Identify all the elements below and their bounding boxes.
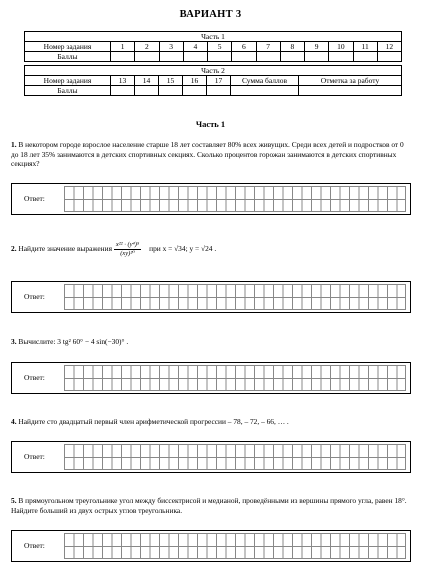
score-cell[interactable]	[207, 86, 231, 96]
sum-cell[interactable]	[231, 86, 299, 96]
task-number-cell: 15	[159, 76, 183, 86]
task-number-cell: 10	[329, 42, 353, 52]
table2-score-label: Баллы	[25, 86, 111, 96]
task-number-cell: 16	[183, 76, 207, 86]
fraction-numerator: x²² · (y⁴)⁵	[115, 241, 140, 248]
score-table-part2	[24, 65, 402, 96]
answer-label: Ответ:	[24, 541, 45, 550]
score-cell[interactable]	[353, 52, 377, 62]
task-text: В прямоугольном треугольнике угол между биссектрисой и медианой, проведёнными из вершины прямого угла, равен 18°. Найдите больший из двух острых углов треугольника.	[11, 496, 407, 515]
fraction-denominator: (xy)²⁰	[120, 250, 135, 257]
answer-box-1	[11, 183, 411, 215]
task-number-cell: 6	[232, 42, 256, 52]
task-number-cell: 2	[135, 42, 159, 52]
answer-box-5	[11, 530, 411, 562]
score-cell[interactable]	[280, 52, 304, 62]
score-cell[interactable]	[111, 52, 135, 62]
task-number-cell: 13	[111, 76, 135, 86]
score-cell[interactable]	[135, 86, 159, 96]
answer-grid[interactable]	[64, 365, 406, 391]
grade-label: Отметка за работу	[299, 76, 402, 86]
task-condition: при x = √34; y = √24 .	[149, 244, 217, 254]
table2-row-label: Номер задания	[25, 76, 111, 86]
task-number: 2.	[11, 244, 17, 254]
task-number: 5.	[11, 496, 17, 505]
task-text: Вычислите: 3 tg² 60° − 4 sin(−30)° .	[18, 337, 129, 346]
task-number-cell: 12	[377, 42, 401, 52]
task-number-cell: 17	[207, 76, 231, 86]
task-number-cell: 9	[305, 42, 329, 52]
task-2	[11, 241, 411, 258]
answer-grid[interactable]	[64, 186, 406, 212]
task-number-cell: 5	[208, 42, 232, 52]
task-number-cell: 7	[256, 42, 280, 52]
task-number: 3.	[11, 337, 17, 346]
table1-caption: Часть 1	[25, 32, 402, 42]
answer-label: Ответ:	[24, 452, 45, 461]
score-cell[interactable]	[111, 86, 135, 96]
part-heading: Часть 1	[195, 119, 226, 129]
task-number-cell: 11	[353, 42, 377, 52]
task-3	[11, 337, 411, 347]
answer-label: Ответ:	[24, 292, 45, 301]
task-5	[11, 496, 411, 515]
score-cell[interactable]	[159, 86, 183, 96]
score-cell[interactable]	[329, 52, 353, 62]
table1-score-label: Баллы	[25, 52, 111, 62]
score-table-part1	[24, 31, 402, 62]
answer-label: Ответ:	[24, 194, 45, 203]
score-cell[interactable]	[256, 52, 280, 62]
answer-box-4	[11, 441, 411, 473]
table2-caption: Часть 2	[25, 66, 402, 76]
task-number-cell: 14	[135, 76, 159, 86]
sum-label: Сумма баллов	[231, 76, 299, 86]
task-number: 1.	[11, 140, 17, 149]
task-text: Найдите сто двадцатый первый член арифметической прогрессии – 78, – 72, – 66, … .	[18, 417, 289, 426]
expression-fraction	[114, 241, 141, 258]
table1-row-label: Номер задания	[25, 42, 111, 52]
score-cell[interactable]	[208, 52, 232, 62]
score-cell[interactable]	[135, 52, 159, 62]
task-number-cell: 1	[111, 42, 135, 52]
score-cell[interactable]	[183, 86, 207, 96]
task-text: Найдите значение выражения	[18, 244, 112, 254]
task-number-cell: 8	[280, 42, 304, 52]
answer-grid[interactable]	[64, 444, 406, 470]
task-text: В некотором городе взрослое население старше 18 лет составляет 80% всех живущих. Среди всех детей и подростков от 0 до 18 лет 35% занимаются в детских спортивных секциях. Сколько процентов горожан занимаются в детских спортивных секциях?	[11, 140, 404, 168]
score-cell[interactable]	[232, 52, 256, 62]
answer-grid[interactable]	[64, 533, 406, 559]
score-cell[interactable]	[305, 52, 329, 62]
task-number-cell: 3	[159, 42, 183, 52]
task-number-cell: 4	[183, 42, 207, 52]
answer-label: Ответ:	[24, 373, 45, 382]
task-4	[11, 417, 411, 427]
answer-grid[interactable]	[64, 284, 406, 310]
task-1	[11, 140, 411, 169]
score-cell[interactable]	[159, 52, 183, 62]
grade-cell[interactable]	[299, 86, 402, 96]
score-cell[interactable]	[183, 52, 207, 62]
task-number: 4.	[11, 417, 17, 426]
score-cell[interactable]	[377, 52, 401, 62]
variant-title: ВАРИАНТ 3	[179, 9, 242, 20]
answer-box-3	[11, 362, 411, 394]
answer-box-2	[11, 281, 411, 313]
